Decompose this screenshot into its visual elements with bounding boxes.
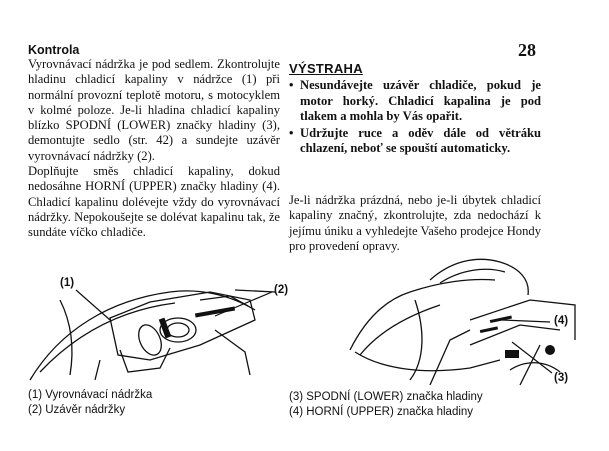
instruction-paragraph-2: Doplňujte směs chladicí kapaliny, dokud nedosáhne HORNÍ (UPPER) značky hladiny (4). Chladicí kapalinu dolévejte vždy do vyrovnávací nádržky. Nepokoušejte se dolévat kapalinu tak, že sundáte víčko chladiče. bbox=[28, 164, 280, 240]
instruction-paragraph-1: Vyrovnávací nádržka je pod sedlem. Zkontrolujte hladinu chladicí kapaliny v nádržce (1) při normální provozní teplotě motoru, s motocyklem v kolmé poloze. Je-li hladina chladicí kapaliny blízko SPODNÍ (LOWER) značky hladiny (3), demontujte sedlo (str. 42) a sundejte uzávěr vyrovnávací nádržky (2). bbox=[28, 57, 280, 163]
callout-label: (4) bbox=[554, 315, 569, 327]
warning-list bbox=[289, 78, 541, 158]
leak-check-paragraph: Je-li nádržka prázdná, nebo je-li úbytek chladicí kapaliny značný, zkontrolujte, zda nedochází k jejímu úniku a vyhledejte Vašeho prodejce Hondy pro provedení opravy. bbox=[289, 193, 541, 254]
figure-caption: (1) Vyrovnávací nádržka bbox=[28, 389, 153, 401]
figure-caption: (4) HORNÍ (UPPER) značka hladiny bbox=[289, 406, 474, 418]
left-column-text bbox=[28, 57, 280, 241]
figure-caption: (2) Uzávěr nádržky bbox=[28, 404, 126, 416]
figure-caption: (3) SPODNÍ (LOWER) značka hladiny bbox=[289, 391, 483, 403]
callout-label: (1) bbox=[60, 277, 75, 289]
warning-item: • Udržujte ruce a oděv dále od větráku chlazení, neboť se spouští automaticky. bbox=[289, 126, 541, 157]
callout-label: (3) bbox=[554, 372, 569, 384]
section-heading: Kontrola bbox=[28, 43, 80, 57]
page-number: 28 bbox=[518, 40, 536, 60]
callout-label: (2) bbox=[274, 284, 289, 296]
warning-item: • Nesundávejte uzávěr chladiče, pokud je motor horký. Chladicí kapalina je pod tlakem a mohla by Vás opařit. bbox=[289, 78, 541, 125]
warning-title: VÝSTRAHA bbox=[289, 61, 363, 76]
